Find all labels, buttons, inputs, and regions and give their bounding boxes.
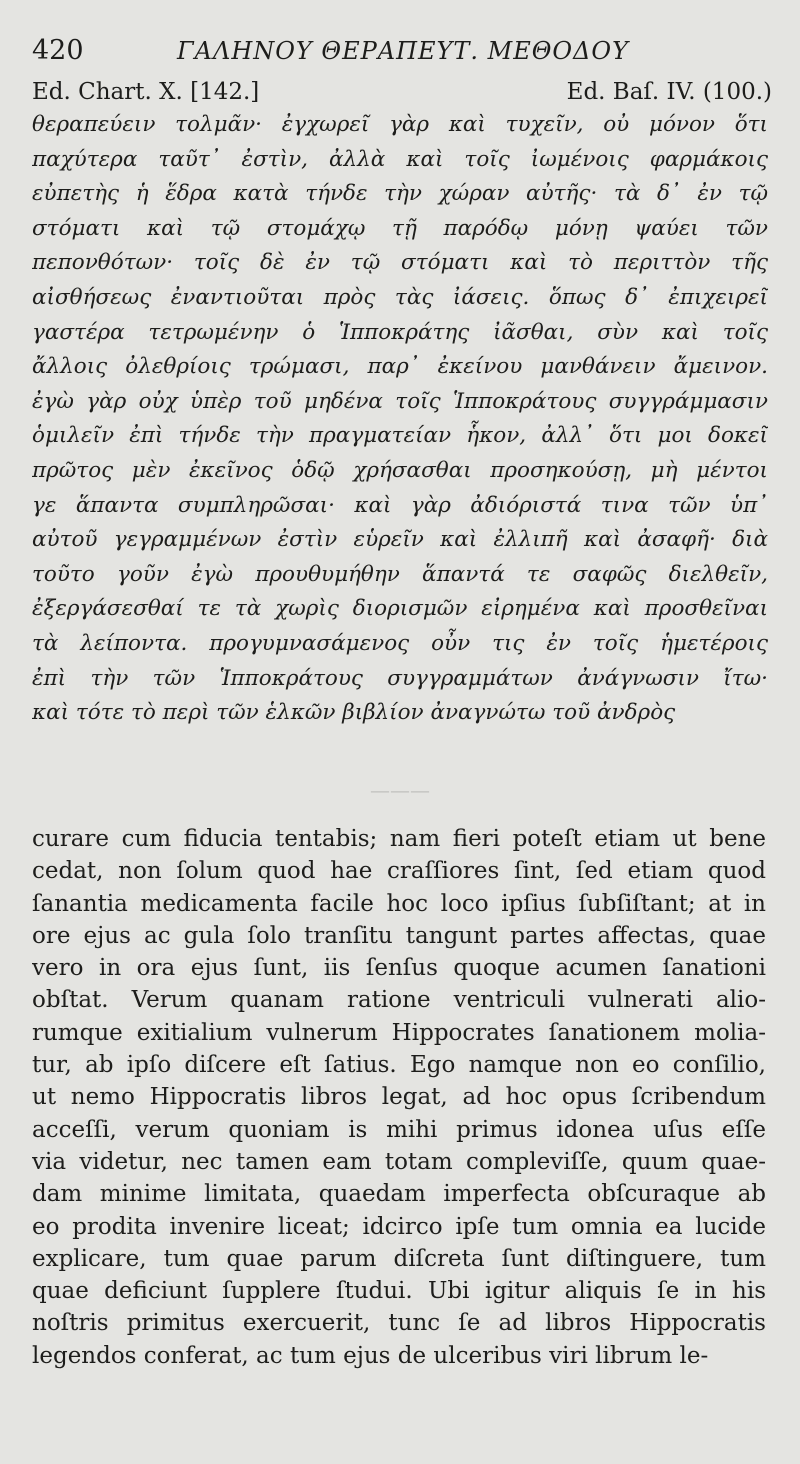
greek-text-line: τὰ λείποντα. προγυμνασάμενος οὖν τις ἐν τοῖς ἡμετέροις	[32, 630, 768, 656]
greek-text-line: τοῦτο γοῦν ἐγὼ προυθυμήθην ἅπαντά τε σαφῶς διελθεῖν,	[32, 561, 768, 587]
latin-text-line: legendos conferat, ac tum ejus de ulceribus viri librum le-	[32, 1342, 709, 1369]
greek-text-line: στόματι καὶ τῷ στομάχῳ τῇ παρόδῳ μόνῃ ψαύει τῶν	[32, 215, 768, 241]
latin-text-line: noſtris primitus exercuerit, tunc ſe ad libros Hippocratis	[32, 1310, 766, 1337]
latin-text-line: ut nemo Hippocratis libros legat, ad hoc opus ſcribendum	[32, 1084, 766, 1111]
greek-text-line: ὁμιλεῖν ἐπὶ τήνδε τὴν πραγματείαν ἧκον, ἀλλ᾿ ὅτι μοι δοκεῖ	[32, 423, 768, 449]
greek-text-block	[32, 108, 768, 731]
latin-text-line: cedat, non ſolum quod hae craſſiores ſint, ſed etiam quod	[32, 858, 766, 885]
edition-reference-line	[32, 78, 772, 106]
running-title: ΓΑΛΗΝΟΥ ΘΕΡΑΠΕΥΤ. ΜΕΘΟΔΟΥ	[177, 37, 629, 65]
edition-reference-chart: Ed. Chart. X. [142.]	[32, 79, 260, 105]
latin-text-line: dam minime limitata, quaedam imperfecta obſcuraque ab	[32, 1181, 766, 1208]
latin-text-line: via videtur, nec tamen eam totam compleviſſe, quum quae-	[32, 1148, 766, 1175]
show-through-text: ———	[370, 778, 430, 802]
edition-reference-basel: Ed. Baſ. IV. (100.)	[566, 79, 772, 105]
latin-text-line: ſanantia medicamenta facile hoc loco ipſius ſubſiſtant; at in	[32, 890, 766, 917]
greek-text-line: γαστέρα τετρωμένην ὁ Ἱπποκράτης ἰᾶσθαι, σὺν καὶ τοῖς	[32, 319, 768, 345]
greek-text-line: ἄλλοις ὀλεθρίοις τρώμασι, παρ᾿ ἐκείνου μανθάνειν ἄμεινον.	[32, 354, 768, 380]
greek-text-line: αἰσθήσεως ἐναντιοῦται πρὸς τὰς ἰάσεις. ὅπως δ᾿ ἐπιχειρεῖ	[32, 284, 768, 310]
page-header	[32, 30, 772, 70]
latin-text-line: obſtat. Verum quanam ratione ventriculi vulnerati alio-	[32, 987, 766, 1014]
latin-text-line: rumque exitialium vulnerum Hippocrates ſanationem molia-	[32, 1019, 766, 1046]
page-number: 420	[32, 35, 84, 66]
greek-text-line: πρῶτος μὲν ἐκεῖνος ὁδῷ χρήσασθαι προσηκούσῃ, μὴ μέντοι	[32, 457, 768, 483]
latin-text-line: curare cum fiducia tentabis; nam fieri poteſt etiam ut bene	[32, 826, 766, 852]
greek-text-line: γε ἅπαντα συμπληρῶσαι· καὶ γὰρ ἀδιόριστά τινα τῶν ὑπ᾿	[32, 492, 768, 518]
greek-text-line: εὐπετὴς ἡ ἕδρα κατὰ τήνδε τὴν χώραν αὐτῆς· τὰ δ᾿ ἐν τῷ	[32, 181, 768, 207]
greek-text-line: ἐξεργάσεσθαί τε τὰ χωρὶς διορισμῶν εἰρημένα καὶ προσθεῖναι	[32, 596, 768, 622]
latin-text-line: tur, ab ipſo diſcere eſt ſatius. Ego namque non eo conſilio,	[32, 1052, 766, 1079]
latin-text-line: eo prodita invenire liceat; idcirco ipſe tum omnia ea lucide	[32, 1213, 766, 1240]
greek-text-line: θεραπεύειν τολμᾶν· ἐγχωρεῖ γὰρ καὶ τυχεῖν, οὐ μόνον ὅτι	[32, 112, 768, 137]
greek-text-line: ἐγὼ γὰρ οὐχ ὑπὲρ τοῦ μηδένα τοῖς Ἱπποκράτους συγγράμμασιν	[32, 388, 768, 414]
latin-text-line: vero in ora ejus ſunt, iis ſenſus quoque acumen ſanationi	[32, 955, 766, 982]
greek-text-line: ἐπὶ τὴν τῶν Ἱπποκράτους συγγραμμάτων ἀνάγνωσιν ἴτω·	[32, 665, 768, 691]
latin-text-line: quae deficiunt ſupplere ſtudui. Ubi igitur aliquis ſe in his	[32, 1278, 766, 1305]
latin-text-line: acceſſi, verum quoniam is mihi primus idonea uſus eſſe	[32, 1116, 766, 1143]
greek-text-line: καὶ τότε τὸ περὶ τῶν ἑλκῶν βιβλίον ἀναγνώτω τοῦ ἀνδρὸς	[32, 700, 676, 726]
greek-text-line: παχύτερα ταῦτ᾿ ἐστὶν, ἀλλὰ καὶ τοῖς ἰωμένοις φαρμάκοις	[32, 146, 768, 172]
latin-text-block	[32, 823, 766, 1372]
latin-text-line: ore ejus ac gula ſolo tranſitu tangunt partes affectas, quae	[32, 922, 766, 949]
latin-text-line: explicare, tum quae parum diſcreta ſunt diſtinguere, tum	[32, 1245, 766, 1272]
greek-text-line: αὐτοῦ γεγραμμένων ἐστὶν εὑρεῖν καὶ ἐλλιπῆ καὶ ἀσαφῆ· διὰ	[32, 527, 768, 553]
greek-text-line: πεπονθότων· τοῖς δὲ ἐν τῷ στόματι καὶ τὸ περιττὸν τῆς	[32, 250, 768, 276]
